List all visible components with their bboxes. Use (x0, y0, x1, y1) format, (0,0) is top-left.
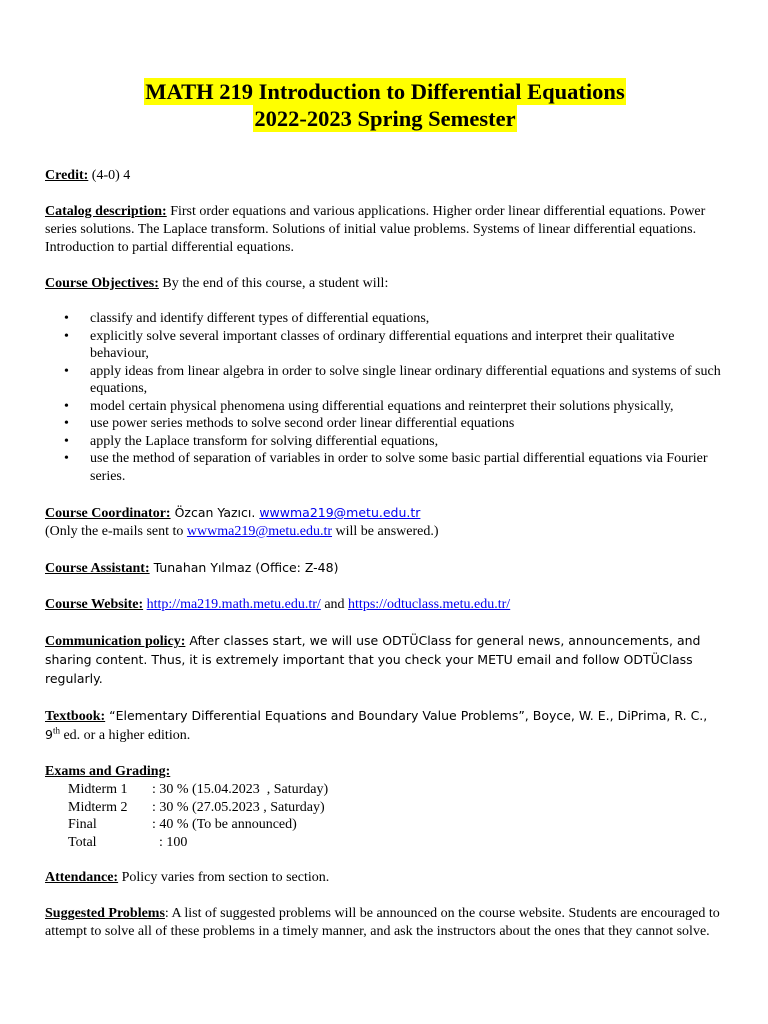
textbook-text: “Elementary Differential Equations and Boundary Value Problems”, Boyce, W. E., DiPrima, R. C., 9 (45, 708, 708, 742)
credit-value: (4-0) 4 (88, 168, 131, 183)
list-item: • use power series methods to solve second order linear differential equations (64, 416, 515, 431)
coordinator-section: Course Coordinator: Özcan Yazıcı. wwwma219@metu.edu.tr (Only the e-mails sent to wwwma219@metu.edu.tr will be answered.) (45, 505, 439, 539)
objectives-intro: By the end of this course, a student will: (158, 276, 389, 291)
catalog-label: Catalog description: (45, 204, 167, 219)
coordinator-email-link[interactable]: wwwma219@metu.edu.tr (259, 505, 421, 520)
list-item: • explicitly solve several important classes of ordinary differential equations and interpret their qualitative behaviour, (64, 328, 675, 361)
objectives-list (45, 310, 725, 485)
title-line-1: MATH 219 Introduction to Differential Equations (145, 79, 625, 104)
list-item: • model certain physical phenomena using differential equations and reinterpret their solutions physically, (64, 398, 674, 414)
bullet-icon: • (64, 451, 69, 466)
attendance-text: Policy varies from section to section. (118, 870, 330, 885)
list-item: • classify and identify different types of differential equations, (64, 311, 430, 326)
communication-section (45, 632, 725, 689)
table-row: Midterm 1 : 30 % (15.04.2023 , Saturday) (68, 782, 329, 797)
exams-table (45, 781, 725, 851)
bullet-icon: • (64, 311, 69, 326)
catalog-section (45, 203, 725, 257)
bullet-icon: • (64, 433, 69, 449)
assistant-section (45, 559, 725, 578)
list-item: • apply ideas from linear algebra in order to solve single linear ordinary differential equations and systems of such equations, (64, 363, 721, 396)
attendance-section (45, 869, 725, 887)
website-label: Course Website: (45, 597, 144, 612)
syllabus-page (45, 0, 725, 941)
textbook-section: Textbook: “Elementary Differential Equations and Boundary Value Problems”, Boyce, W. E., DiPrima, R. C., 9th ed. or a higher edition. (45, 708, 708, 743)
list-item: • use the method of separation of variables in order to solve some basic partial differential equations via Fourier series. (64, 451, 708, 484)
bullet-icon: • (64, 363, 69, 379)
attendance-label: Attendance: (45, 870, 119, 885)
catalog-text: First order equations and various applications. Higher order linear differential equations. Power series solutions. The Laplace transform. Solutions of initial value problems. Systems of linear differential equations. Introduction to partial differential equations. (45, 204, 706, 255)
bullet-icon: • (64, 416, 69, 431)
problems-text: : A list of suggested problems will be announced on the course website. Students are encouraged to attempt to solve all of these problems in a timely manner, and ask the instructors about the ones that they cannot solve. (45, 906, 720, 939)
coordinator-email-link-2[interactable]: wwwma219@metu.edu.tr (186, 524, 333, 539)
exams-section (45, 763, 725, 781)
table-row: Final : 40 % (To be announced) (68, 817, 297, 832)
website-section: Course Website: http://ma219.math.metu.edu.tr/ and https://odtuclass.metu.edu.tr/ (45, 597, 511, 612)
credit-section (45, 167, 725, 185)
bullet-icon: • (64, 398, 69, 414)
communication-label: Communication policy: (45, 634, 186, 649)
coordinator-label: Course Coordinator: (45, 506, 171, 521)
table-row: Midterm 2 : 30 % (27.05.2023 , Saturday) (68, 799, 325, 815)
edition-superscript: th (52, 725, 60, 736)
document-title (45, 78, 725, 132)
website-link-odtuclass[interactable]: https://odtuclass.metu.edu.tr/ (348, 597, 511, 612)
assistant-text: Tunahan Yılmaz (Office: Z-48) (149, 560, 339, 575)
title-line-2: 2022-2023 Spring Semester (254, 106, 516, 131)
list-item: • apply the Laplace transform for solving differential equations, (64, 433, 439, 449)
exams-label: Exams and Grading: (45, 764, 171, 779)
credit-label: Credit: (45, 168, 89, 183)
assistant-label: Course Assistant: (45, 561, 150, 576)
communication-text: After classes start, we will use ODTÜClass for general news, announcements, and sharing content. Thus, it is extremely important that you check your METU email and follow ODTÜClass regularly. (45, 633, 701, 686)
coordinator-name: Özcan Yazıcı. (170, 505, 260, 520)
problems-section (45, 905, 725, 941)
table-row: Total : 100 (68, 834, 188, 850)
website-link-math[interactable]: http://ma219.math.metu.edu.tr/ (146, 597, 321, 612)
objectives-section (45, 275, 725, 293)
bullet-icon: • (64, 328, 69, 344)
textbook-label: Textbook: (45, 709, 106, 724)
problems-label: Suggested Problems (45, 906, 165, 921)
objectives-label: Course Objectives: (45, 276, 159, 291)
